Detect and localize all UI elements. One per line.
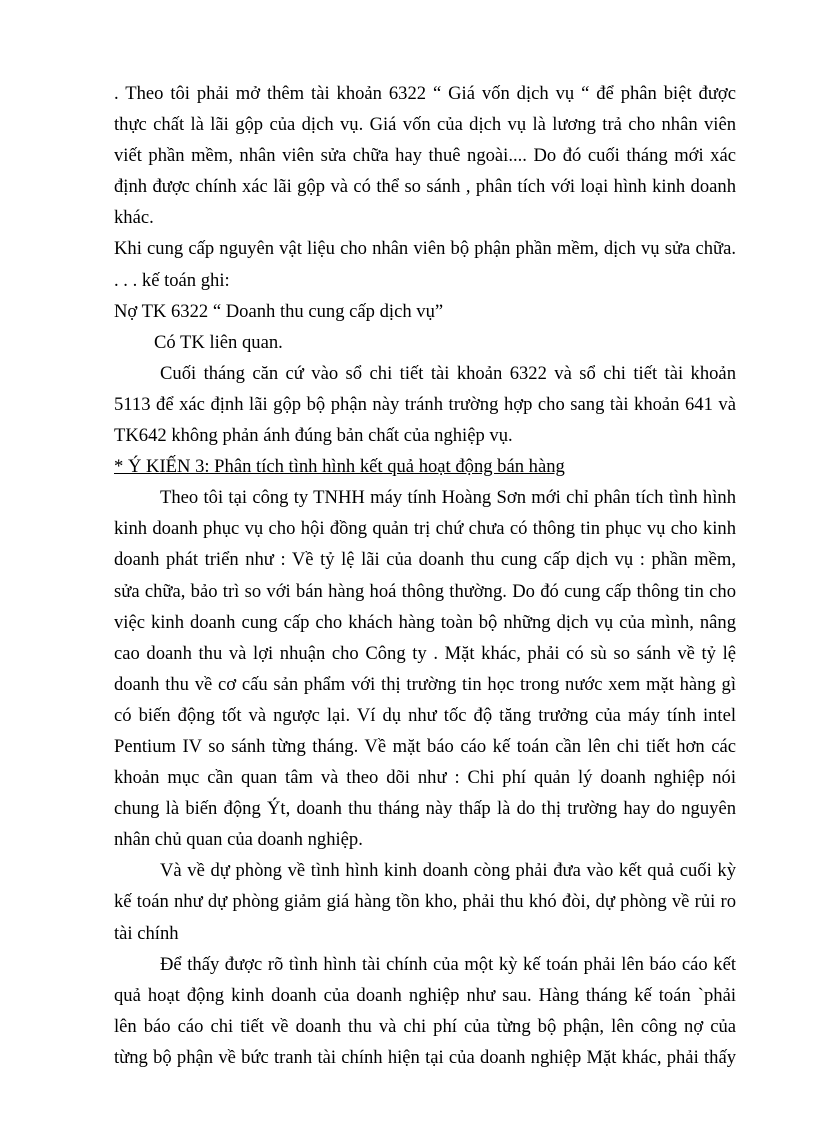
text-line: quả hoạt động kinh doanh của doanh nghiệp như sau. Hàng tháng kế toán `phải [114,984,736,1006]
heading-text: * Ý KIẾN 3: Phân tích tình hình kết quả hoạt động bán hàng [114,456,565,478]
text-line: Nợ TK 6322 “ Doanh thu cung cấp dịch vụ” [114,300,444,322]
text-line: viết phần mềm, nhân viên sửa chữa hay thuê ngoài.... Do đó cuối tháng mới xác [114,145,736,167]
section-heading [114,451,736,482]
paragraph-1 [114,78,736,233]
text-line: cao doanh thu và lợi nhuận cho Công ty . Mặt khác, phải có sù so sánh về tỷ lệ [114,642,736,664]
text-line: chung là biến động Ýt, doanh thu tháng này thấp là do thị trường hay do nguyên [114,798,736,820]
credit-entry [114,327,736,358]
text-line: có biến động tốt và ngược lại. Ví dụ như tốc độ tăng trưởng của máy tính intel [114,704,736,726]
text-line: khoản mục cần quan tâm và theo dõi như : Chi phí quản lý doanh nghiệp nói [114,767,736,789]
text-line: kế toán như dự phòng giảm giá hàng tồn kho, phải thu khó đòi, dự phòng về rủi ro [114,891,736,913]
text-line: Có TK liên quan. [154,331,283,353]
text-line: Để thấy được rõ tình hình tài chính của một kỳ kế toán phải lên báo cáo kết [160,953,736,975]
paragraph-2 [114,233,736,295]
text-line: từng bộ phận về bức tranh tài chính hiện tại của doanh nghiệp Mặt khác, phải thấy [114,1046,736,1068]
debit-entry [114,296,736,327]
paragraph-6 [114,949,736,1073]
text-line: . . . kế toán ghi: [114,269,230,291]
paragraph-3 [114,358,736,451]
text-line: kinh doanh phục vụ cho hội đồng quản trị chứ chưa có thông tin phục vụ cho kinh [114,518,736,540]
text-line: nhân chủ quan của doanh nghiệp. [114,829,363,851]
text-line: việc kinh doanh cung cấp cho khách hàng toàn bộ những dịch vụ của mình, nâng [114,611,736,633]
text-line: Theo tôi tại công ty TNHH máy tính Hoàng Sơn mới chỉ phân tích tình hình [160,487,736,509]
text-line: thực chất là lãi gộp của dịch vụ. Giá vốn của dịch vụ là lương trả cho nhân viên [114,114,736,136]
text-line: doanh phát triển như : Về tỷ lệ lãi của doanh thu cung cấp dịch vụ : phần mềm, [114,549,736,571]
text-line: 5113 để xác định lãi gộp bộ phận này tránh trường hợp cho sang tài khoản 641 và [114,393,736,415]
text-line: . Theo tôi phải mở thêm tài khoản 6322 “ Giá vốn dịch vụ “ để phân biệt được [114,83,736,104]
text-line: Và về dự phòng về tình hình kinh doanh còng phải đưa vào kết quả cuối kỳ [160,860,736,882]
paragraph-4 [114,482,736,855]
paragraph-5 [114,855,736,948]
text-line: Cuối tháng căn cứ vào sổ chi tiết tài khoản 6322 và sổ chi tiết tài khoản [160,362,736,384]
text-line: lên báo cáo chi tiết về doanh thu và chi phí của từng bộ phận, lên công nợ của [114,1015,736,1037]
text-line: Pentium IV so sánh từng tháng. Về mặt báo cáo kế toán cần lên chi tiết hơn các [114,735,736,757]
document-page [114,78,736,1073]
text-line: Khi cung cấp nguyên vật liệu cho nhân viên bộ phận phần mềm, dịch vụ sửa chữa. [114,238,736,260]
text-line: khác. [114,207,154,229]
text-line: tài chính [114,922,179,944]
text-line: doanh thu về cơ cấu sản phẩm với thị trường tin học trong nước xem mặt hàng gì [114,673,736,695]
text-line: TK642 không phản ánh đúng bản chất của nghiệp vụ. [114,425,513,447]
text-line: định được chính xác lãi gộp và có thể so sánh , phân tích với loại hình kinh doanh [114,176,736,198]
text-line: sửa chữa, bảo trì so với bán hàng hoá thông thường. Do đó cung cấp thông tin cho [114,580,736,602]
